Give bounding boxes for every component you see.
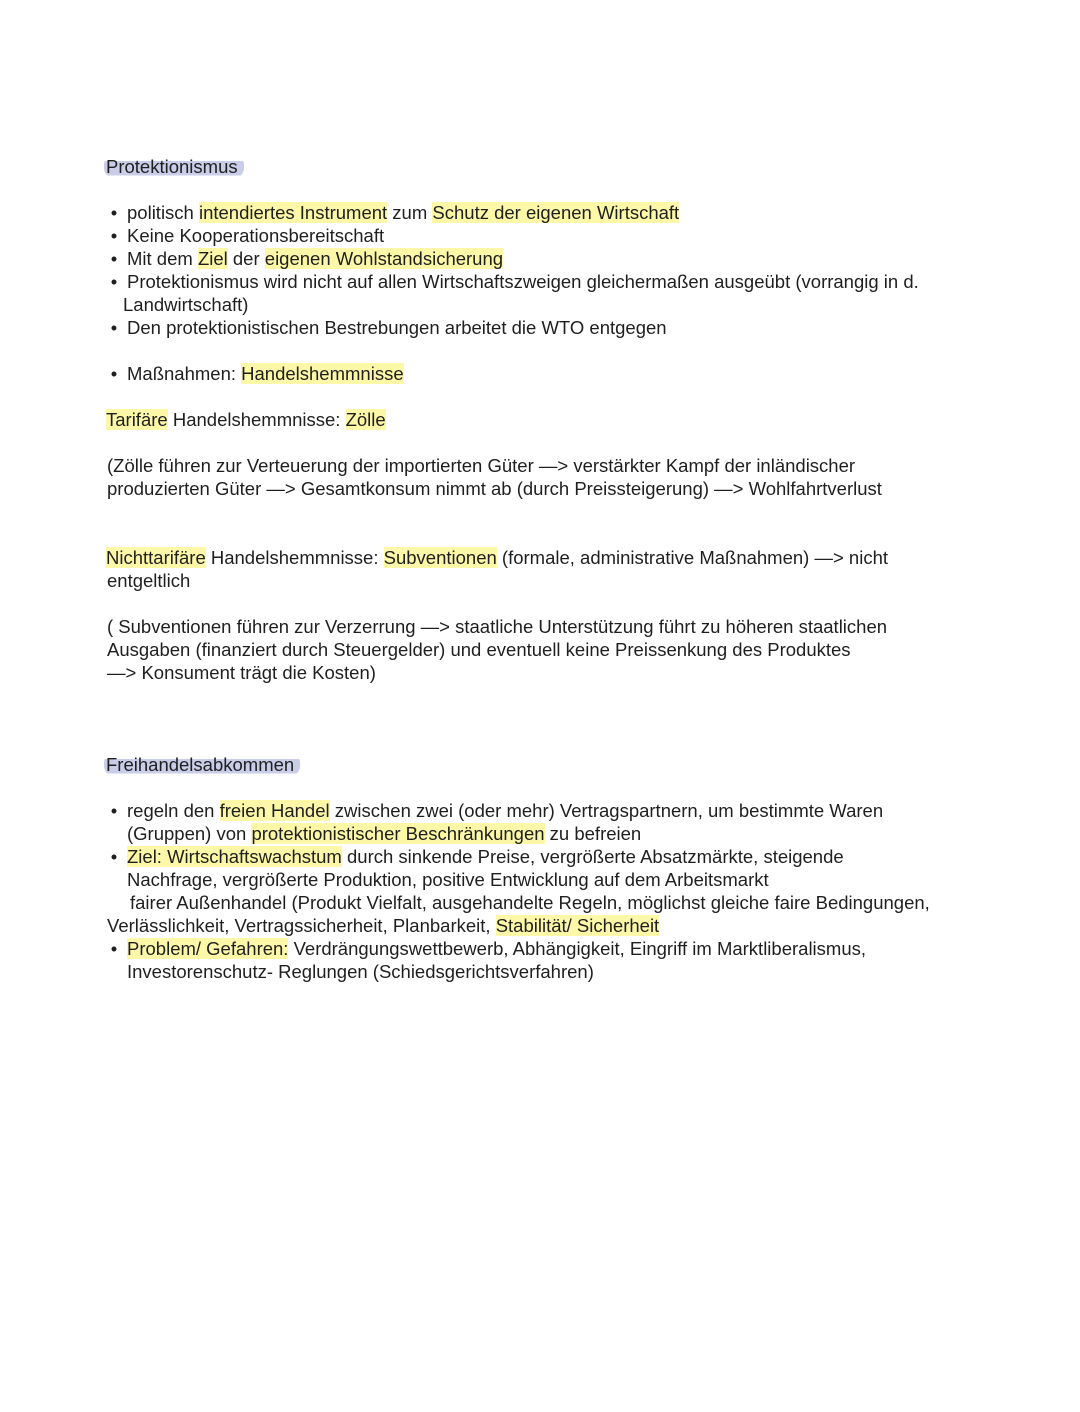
paragraph-line: produzierten Güter —> Gesamtkonsum nimmt ab (durch Preissteigerung) —> Wohlfahrtverlust <box>107 478 882 499</box>
paragraph-line: entgeltlich <box>107 570 191 591</box>
subheading-nichttarifaer: Nichttarifäre Handelshemmnisse: Subventionen (formale, administrative Maßnahmen) —> nicht <box>106 547 888 568</box>
list-item-continuation: Nachfrage, vergrößerte Produktion, positive Entwicklung auf dem Arbeitsmarkt <box>127 869 769 890</box>
bullet-icon: • <box>110 846 118 867</box>
bullet-icon: • <box>110 800 118 821</box>
list-item-continuation: Verlässlichkeit, Vertragssicherheit, Planbarkeit, Stabilität/ Sicherheit <box>107 915 660 936</box>
bullet-icon: • <box>110 225 118 246</box>
list-item: Mit dem Ziel der eigenen Wohlstandsicherung <box>127 248 504 269</box>
list-item: Problem/ Gefahren: Verdrängungswettbewerb, Abhängigkeit, Eingriff im Marktliberalismus, <box>127 938 867 959</box>
bullet-icon: • <box>110 363 118 384</box>
list-item-continuation: fairer Außenhandel (Produkt Vielfalt, ausgehandelte Regeln, möglichst gleiche faire Bedingungen, <box>130 892 930 913</box>
list-item: Maßnahmen: Handelshemmnisse <box>127 363 404 384</box>
paragraph-line: ( Subventionen führen zur Verzerrung —> staatliche Unterstützung führt zu höheren staatlichen <box>107 616 888 637</box>
paragraph-line: Ausgaben (finanziert durch Steuergelder) und eventuell keine Preissenkung des Produktes <box>107 639 851 660</box>
bullet-icon: • <box>110 202 118 223</box>
list-item-continuation: Investorenschutz- Reglungen (Schiedsgerichtsverfahren) <box>127 961 594 982</box>
bullet-icon: • <box>110 248 118 269</box>
bullet-icon: • <box>110 271 118 292</box>
bullet-icon: • <box>110 317 118 338</box>
list-item-continuation: Landwirtschaft) <box>123 294 249 315</box>
list-item: Ziel: Wirtschaftswachstum durch sinkende Preise, vergrößerte Absatzmärkte, steigende <box>127 846 844 867</box>
subheading-tarifaer: Tarifäre Handelshemmnisse: Zölle <box>106 409 386 430</box>
list-item: regeln den freien Handel zwischen zwei (oder mehr) Vertragspartnern, um bestimmte Waren <box>127 800 884 821</box>
section-heading-protektionismus: Protektionismus <box>104 155 244 178</box>
list-item: Den protektionistischen Bestrebungen arbeitet die WTO entgegen <box>127 317 667 338</box>
paragraph-line: —> Konsument trägt die Kosten) <box>107 662 376 683</box>
list-item-continuation: (Gruppen) von protektionistischer Beschränkungen zu befreien <box>127 823 642 844</box>
list-item: Keine Kooperationsbereitschaft <box>127 225 385 246</box>
section-heading-freihandelsabkommen: Freihandelsabkommen <box>104 753 300 776</box>
list-item: politisch intendiertes Instrument zum Schutz der eigenen Wirtschaft <box>127 202 680 223</box>
bullet-icon: • <box>110 938 118 959</box>
paragraph-line: (Zölle führen zur Verteuerung der importierten Güter —> verstärkter Kampf der inländischer <box>107 455 856 476</box>
list-item: Protektionismus wird nicht auf allen Wirtschaftszweigen gleichermaßen ausgeübt (vorrangig in d. <box>127 271 919 292</box>
